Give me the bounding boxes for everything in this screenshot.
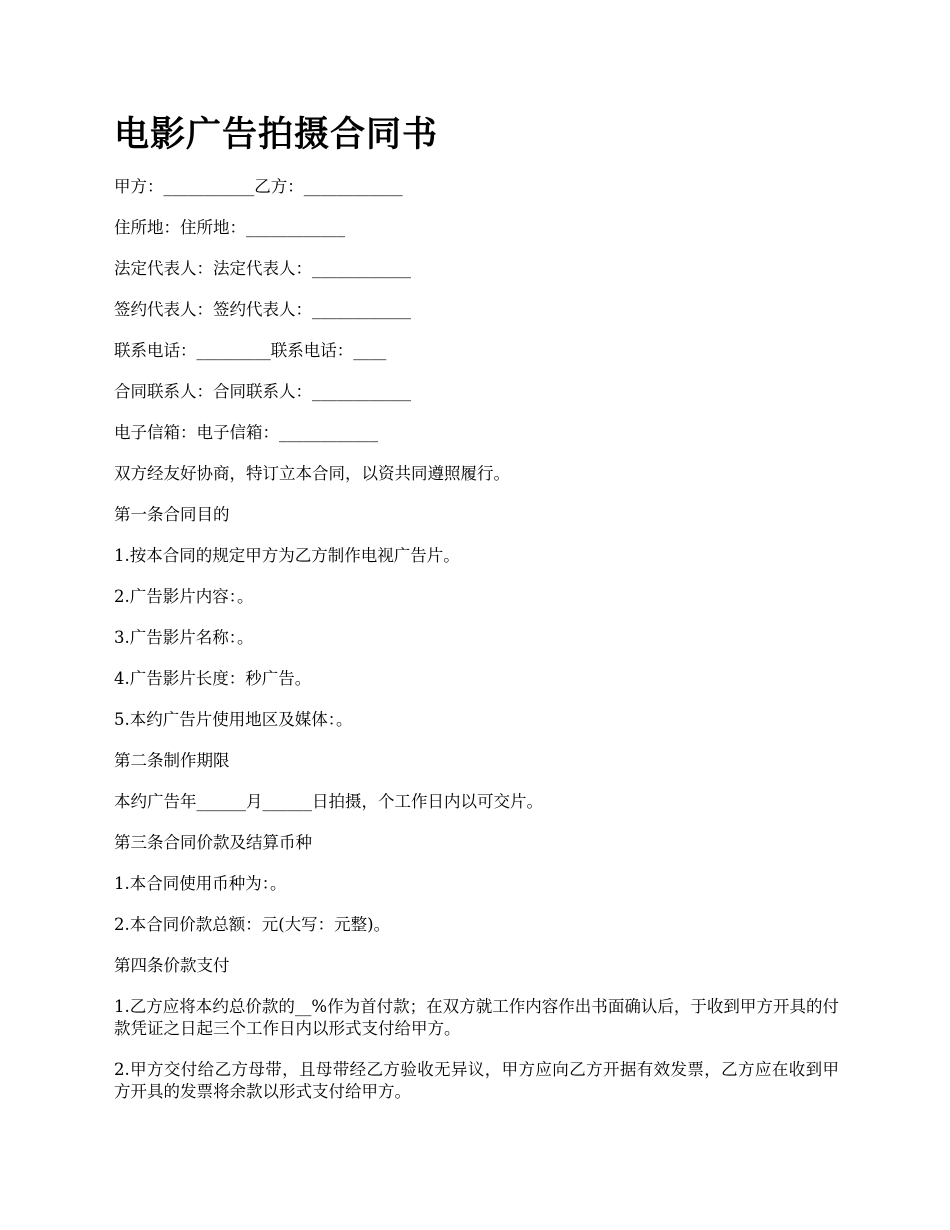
article-heading: 第三条合同价款及结算币种 xyxy=(114,833,312,852)
clause-item: 4.广告影片长度：秒广告。 xyxy=(114,669,312,688)
party-line: 甲方：___________乙方：____________ xyxy=(114,177,403,196)
address-line: 住所地：住所地：____________ xyxy=(114,218,345,237)
clause-item: 1.本合同使用币种为：。 xyxy=(114,874,287,893)
document-body xyxy=(114,176,839,1122)
clause-item: 5.本约广告片使用地区及媒体：。 xyxy=(114,710,353,729)
contact-person-line: 合同联系人：合同联系人：____________ xyxy=(114,382,411,401)
email-line: 电子信箱：电子信箱：____________ xyxy=(114,423,378,442)
document-title: 电影广告拍摄合同书 xyxy=(114,115,439,155)
clause-item: 1.按本合同的规定甲方为乙方制作电视广告片。 xyxy=(114,546,460,565)
legal-representative-line: 法定代表人：法定代表人：____________ xyxy=(114,259,411,278)
article-heading: 第四条价款支付 xyxy=(114,956,230,975)
clause-item: 2.甲方交付给乙方母带，且母带经乙方验收无异议，甲方应向乙方开据有效发票，乙方应在收到甲方开具的发票将余款以形式支付给甲方。 xyxy=(114,1060,839,1101)
clause-item: 2.广告影片内容：。 xyxy=(114,587,254,606)
preamble: 双方经友好协商，特订立本合同，以资共同遵照履行。 xyxy=(114,464,510,483)
clause-item: 3.广告影片名称：。 xyxy=(114,628,254,647)
clause-item: 2.本合同价款总额：元(大写：元整)。 xyxy=(114,915,391,934)
phone-line: 联系电话：_________联系电话：____ xyxy=(114,341,387,360)
article-heading: 第一条合同目的 xyxy=(114,505,230,524)
signing-representative-line: 签约代表人：签约代表人：____________ xyxy=(114,300,411,319)
clause-item: 本约广告年______月______日拍摄，个工作日内以可交片。 xyxy=(114,792,543,811)
article-heading: 第二条制作期限 xyxy=(114,751,230,770)
clause-item: 1.乙方应将本约总价款的__%作为首付款；在双方就工作内容作出书面确认后，于收到甲方开具的付款凭证之日起三个工作日内以形式支付给甲方。 xyxy=(114,997,839,1038)
